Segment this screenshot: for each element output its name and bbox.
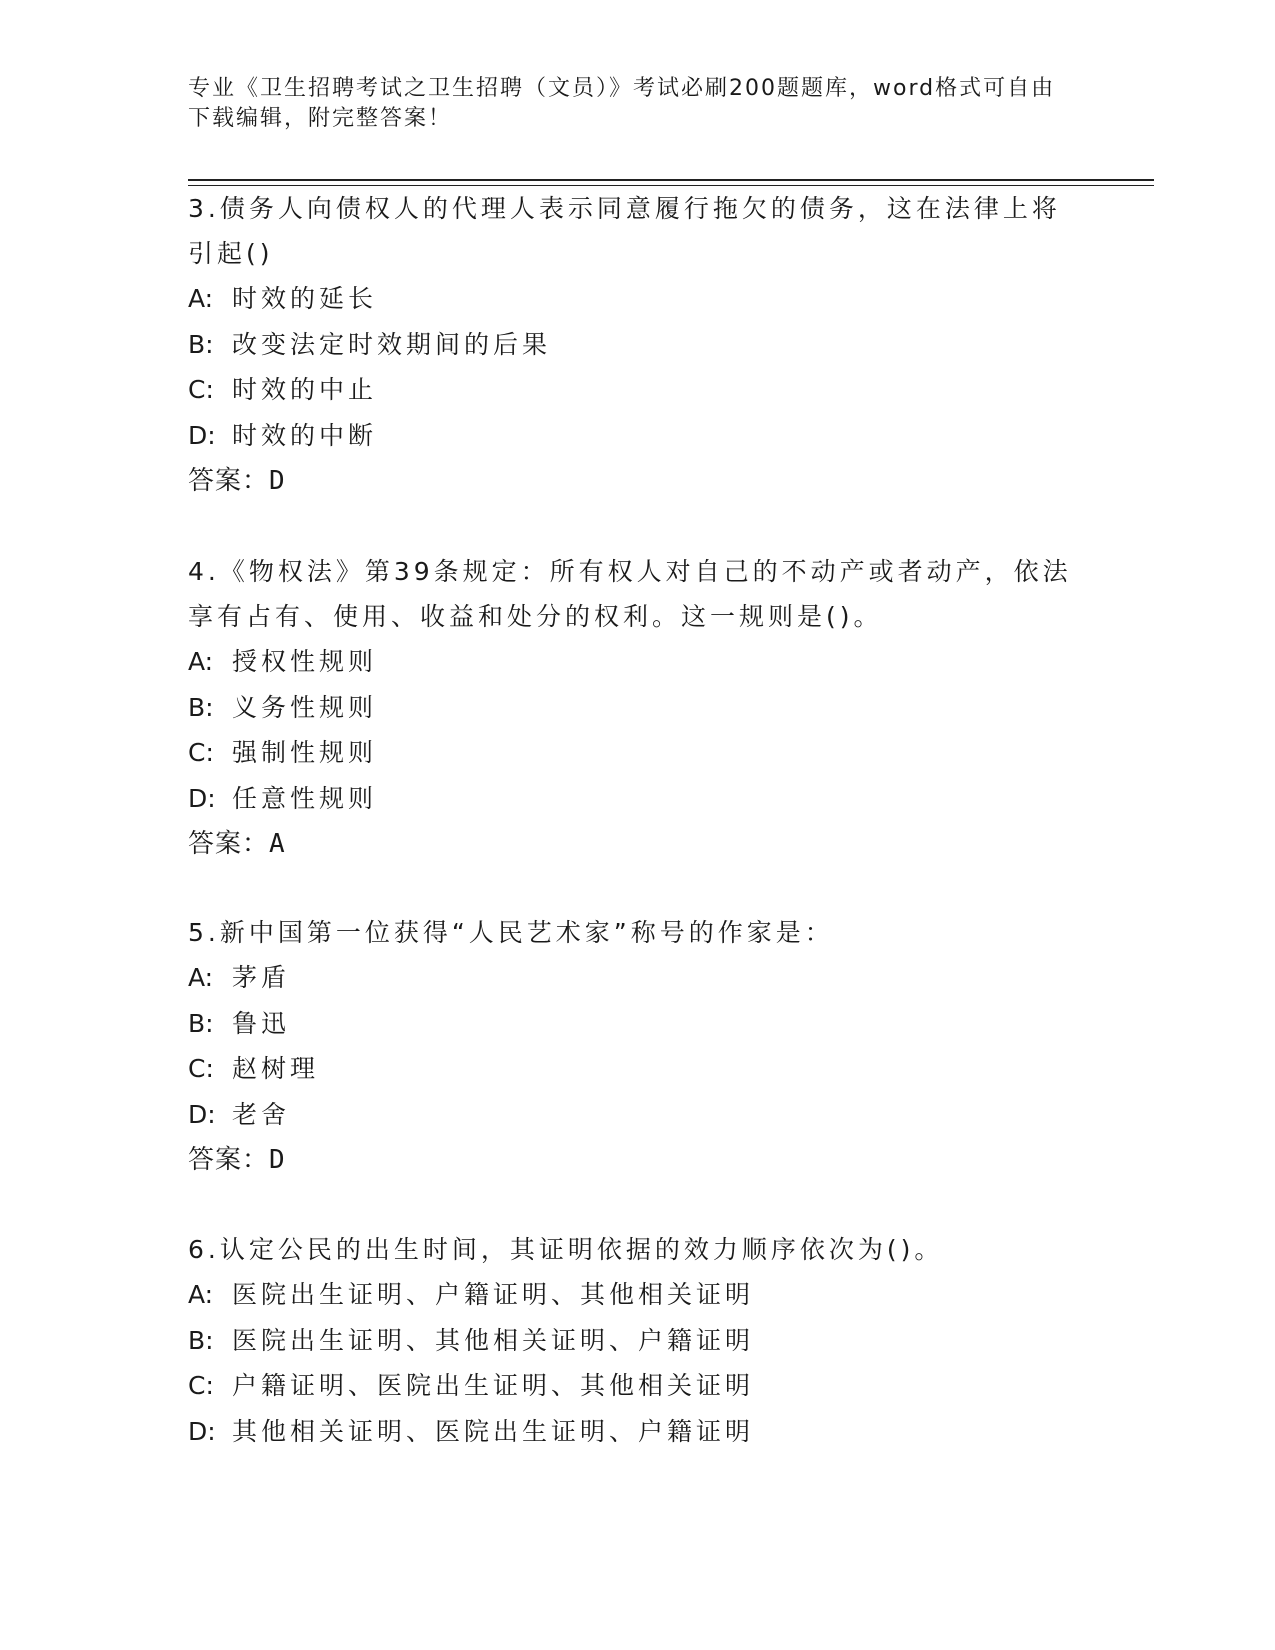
question-text: 4.《物权法》第39条规定：所有权人对自己的不动产或者动产，依法享有占有、使用、收益和处分的权利。这一规则是()。 <box>188 557 1072 631</box>
option-text: 鲁迅 <box>232 1008 291 1038</box>
header-divider-thick <box>188 179 1154 181</box>
option-text: 任意性规则 <box>232 783 378 813</box>
option-key: B: <box>188 329 214 359</box>
option-d <box>188 413 1088 459</box>
option-key: B: <box>188 1008 214 1038</box>
option-key: C: <box>188 375 214 404</box>
question-4 <box>188 549 1088 867</box>
option-b <box>188 1001 1088 1047</box>
option-key: B: <box>188 692 214 722</box>
option-text: 改变法定时效期间的后果 <box>232 329 552 359</box>
option-text: 茅盾 <box>232 963 291 992</box>
question-text: 6.认定公民的出生时间，其证明依据的效力顺序依次为()。 <box>188 1235 944 1264</box>
question-text: 3.债务人向债权人的代理人表示同意履行拖欠的债务，这在法律上将引起() <box>188 194 1061 268</box>
answer-label: 答案： <box>188 466 270 496</box>
option-text: 老舍 <box>232 1099 291 1129</box>
answer-line <box>188 1137 1088 1183</box>
option-a <box>188 1272 1088 1318</box>
question-6 <box>188 1227 1088 1454</box>
option-key: A: <box>188 1280 214 1309</box>
option-text: 医院出生证明、其他相关证明、户籍证明 <box>232 1325 755 1355</box>
option-d <box>188 776 1088 822</box>
answer-value: A <box>269 829 285 859</box>
option-a <box>188 276 1088 322</box>
option-key: B: <box>188 1325 214 1355</box>
option-key: A: <box>188 647 214 676</box>
answer-line <box>188 821 1088 867</box>
question-text: 5.新中国第一位获得“人民艺术家”称号的作家是： <box>188 918 834 947</box>
answer-label: 答案： <box>188 829 270 859</box>
option-text: 户籍证明、医院出生证明、其他相关证明 <box>232 1371 755 1400</box>
option-key: C: <box>188 1371 214 1400</box>
answer-label: 答案： <box>188 1145 270 1175</box>
option-b <box>188 685 1088 731</box>
document-header: 专业《卫生招聘考试之卫生招聘（文员）》考试必刷200题题库，word格式可自由下载编辑，附完整答案！ <box>188 76 1056 131</box>
option-a <box>188 639 1088 685</box>
option-d <box>188 1409 1088 1455</box>
option-text: 时效的中止 <box>232 375 378 404</box>
option-key: D: <box>188 1099 216 1129</box>
option-key: A: <box>188 963 214 992</box>
option-c <box>188 1046 1088 1092</box>
option-text: 医院出生证明、户籍证明、其他相关证明 <box>232 1280 755 1309</box>
option-text: 时效的延长 <box>232 284 378 313</box>
option-key: D: <box>188 1416 216 1446</box>
answer-line <box>188 458 1088 504</box>
option-text: 授权性规则 <box>232 647 378 676</box>
answer-value: D <box>269 1145 285 1175</box>
answer-value: D <box>269 466 285 496</box>
option-d <box>188 1092 1088 1138</box>
option-key: C: <box>188 738 214 767</box>
option-b <box>188 1318 1088 1364</box>
option-c <box>188 1363 1088 1409</box>
option-text: 义务性规则 <box>232 692 378 722</box>
option-key: C: <box>188 1054 214 1083</box>
option-text: 强制性规则 <box>232 738 378 767</box>
option-text: 其他相关证明、医院出生证明、户籍证明 <box>232 1416 755 1446</box>
option-text: 赵树理 <box>232 1054 320 1083</box>
option-c <box>188 730 1088 776</box>
option-text: 时效的中断 <box>232 420 378 450</box>
option-key: D: <box>188 783 216 813</box>
option-a <box>188 955 1088 1001</box>
option-c <box>188 367 1088 413</box>
option-b <box>188 322 1088 368</box>
option-key: D: <box>188 420 216 450</box>
question-5 <box>188 910 1088 1183</box>
option-key: A: <box>188 284 214 313</box>
question-3 <box>188 186 1088 504</box>
